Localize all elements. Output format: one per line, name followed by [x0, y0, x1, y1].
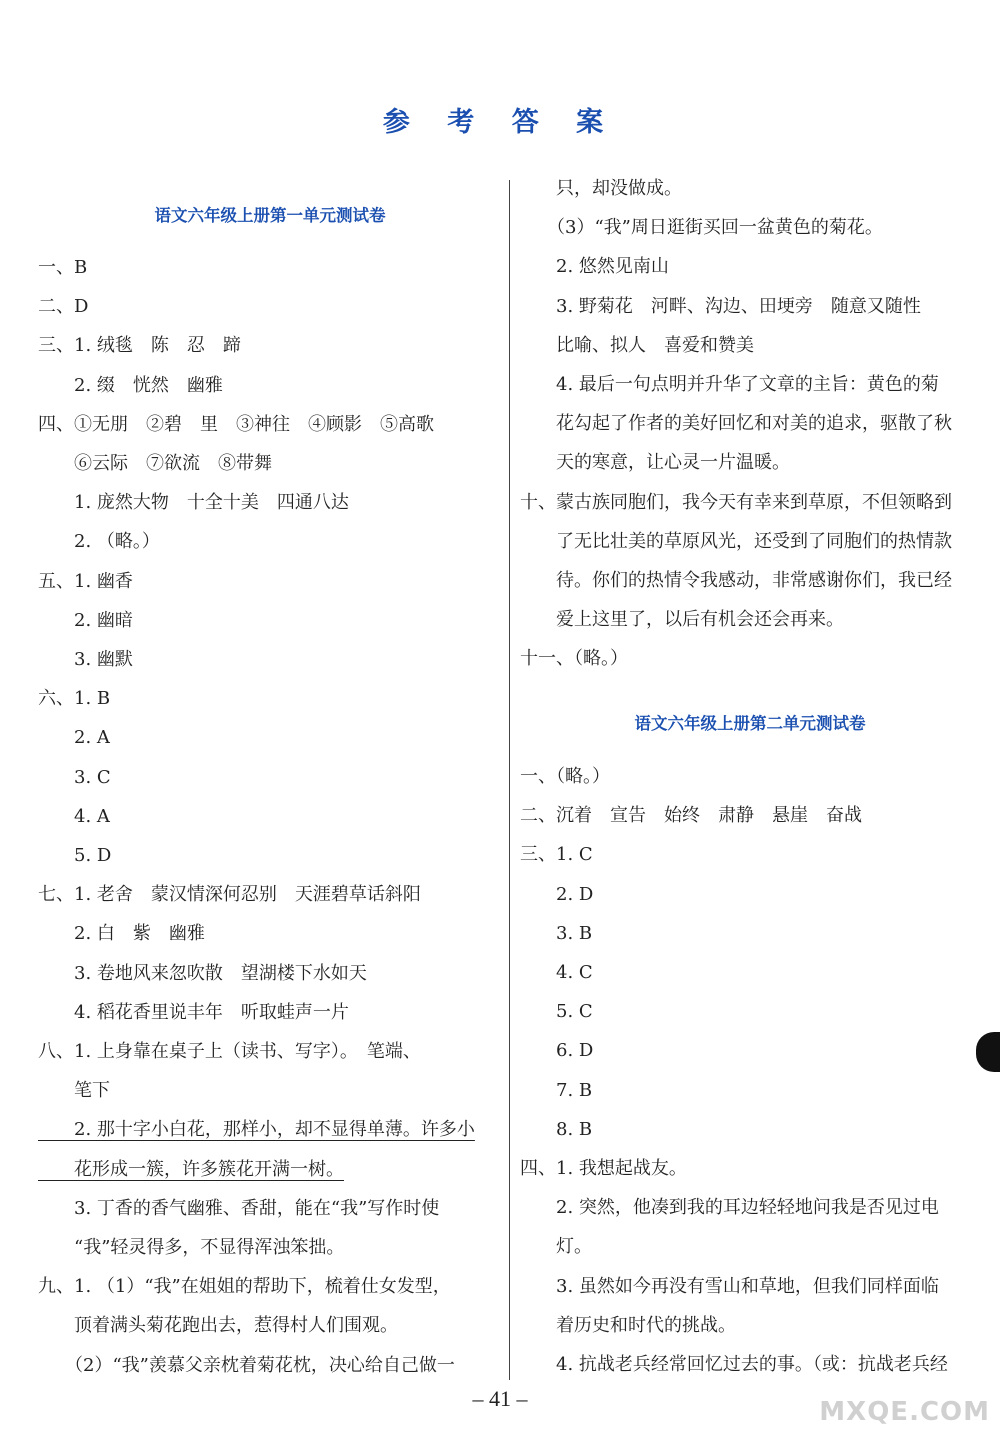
answer-line: 3. C	[38, 766, 111, 788]
answer-line: 一、B	[38, 257, 88, 278]
answer-line: 灯。	[520, 1236, 592, 1258]
answer-line: 3. 野菊花 河畔、沟边、田埂旁 随意又随性	[520, 295, 921, 317]
answer-line: 三、1. 绒毯 陈 忍 蹄	[38, 335, 241, 357]
watermark: MXQE.COM	[819, 1397, 990, 1427]
answer-line: 六、1. B	[38, 688, 111, 710]
answer-line: （3）“我”周日逛街买回一盆黄色的菊花。	[520, 217, 883, 239]
answer-line: 比喻、拟人 喜爱和赞美	[520, 334, 754, 356]
answer-line: 四、①无朋 ②碧 里 ③神往 ④顾影 ⑤高歌	[38, 413, 434, 435]
answer-line: 一、（略。）	[520, 766, 610, 787]
answer-line: 2. 悠然见南山	[520, 256, 669, 278]
answer-line: 2. A	[38, 727, 110, 749]
answer-line: 笔下	[38, 1080, 110, 1102]
answer-line: 爱上这里了，以后有机会还会再来。	[520, 609, 844, 631]
answer-line: （2）“我”羡慕父亲枕着菊花枕，决心给自己做一	[38, 1354, 455, 1376]
answer-line: 2. 突然，他凑到我的耳边轻轻地问我是否见过电	[520, 1197, 939, 1219]
answer-line: 花勾起了作者的美好回忆和对美的追求，驱散了秋	[520, 413, 952, 435]
answer-line: 3. 虽然如今再没有雪山和草地，但我们同样面临	[520, 1275, 939, 1297]
answer-line: 8. B	[520, 1118, 593, 1140]
answer-line: 了无比壮美的草原风光，还受到了同胞们的热情款	[520, 530, 952, 552]
answer-line: 4. C	[520, 962, 593, 983]
answer-line: 3. 丁香的香气幽雅、香甜，能在“我”写作时使	[38, 1197, 440, 1219]
page-title: 参 考 答 案	[382, 107, 618, 138]
answer-line: 顶着满头菊花跑出去，惹得村人们围观。	[38, 1315, 398, 1337]
page-edge-tab	[976, 1032, 1000, 1072]
answer-line: 七、1. 老舍 蒙汉情深何忍别 天涯碧草话斜阳	[38, 884, 421, 906]
column-divider	[509, 180, 510, 1380]
answer-line: 2. 白 紫 幽雅	[38, 923, 205, 945]
answer-line: 1. 庞然大物 十全十美 四通八达	[38, 492, 349, 514]
section-heading-unit-2: 语文六年级上册第二单元测试卷	[634, 714, 866, 733]
answer-line: 天的寒意，让心灵一片温暖。	[520, 452, 790, 474]
page-number: – 41 –	[472, 1386, 528, 1411]
answer-line: 3. 卷地风来忽吹散 望湖楼下水如天	[38, 962, 367, 984]
answer-line: 3. 幽默	[38, 649, 133, 670]
answer-line: 四、1. 我想起战友。	[520, 1158, 687, 1179]
answer-line: 2. D	[520, 883, 594, 905]
answer-line: 五、1. 幽香	[38, 570, 133, 592]
answer-line: 八、1. 上身靠在桌子上（读书、写字）。 笔端、	[38, 1041, 421, 1062]
answer-line: 2. 缀 恍然 幽雅	[38, 374, 223, 396]
answer-line: 5. C	[520, 1001, 593, 1023]
answer-line: 三、1. C	[520, 844, 593, 866]
answer-line: 着历史和时代的挑战。	[520, 1314, 736, 1336]
answer-line: 4. 最后一句点明并升华了文章的主旨：黄色的菊	[520, 374, 939, 395]
answer-line: 十一、（略。）	[520, 648, 628, 670]
answer-line: 2. （略。）	[38, 531, 160, 553]
answer-line: 4. 抗战老兵经常回忆过去的事。（或：抗战老兵经	[520, 1354, 948, 1375]
answer-line: 十、蒙古族同胞们，我今天有幸来到草原，不但领略到	[520, 491, 952, 513]
answer-line: 5. D	[38, 845, 112, 866]
answer-line: 只，却没做成。	[520, 178, 682, 199]
answer-line: 6. D	[520, 1040, 594, 1062]
answer-line: 九、1. （1）“我”在姐姐的帮助下，梳着仕女发型，	[38, 1276, 451, 1298]
answer-line: 2. 幽暗	[38, 609, 133, 631]
answer-line: 2. 那十字小白花，那样小，却不显得单薄。许多小	[38, 1119, 475, 1141]
answer-line: 3. B	[520, 922, 593, 944]
answer-line: 7. B	[520, 1079, 593, 1101]
answer-line: 花形成一簇，许多簇花开满一树。	[38, 1158, 344, 1180]
section-heading-unit-1: 语文六年级上册第一单元测试卷	[154, 206, 386, 225]
answer-line: ⑥云际 ⑦欲流 ⑧带舞	[38, 453, 272, 474]
answer-line: 待。你们的热情令我感动，非常感谢你们，我已经	[520, 570, 952, 591]
answer-line: “我”轻灵得多，不显得浑浊笨拙。	[38, 1237, 345, 1258]
answer-line: 4. A	[38, 805, 110, 827]
answer-line: 二、D	[38, 296, 89, 318]
answer-line: 二、沉着 宣告 始终 肃静 悬崖 奋战	[520, 805, 862, 827]
answer-line: 4. 稻花香里说丰年 听取蛙声一片	[38, 1001, 349, 1023]
